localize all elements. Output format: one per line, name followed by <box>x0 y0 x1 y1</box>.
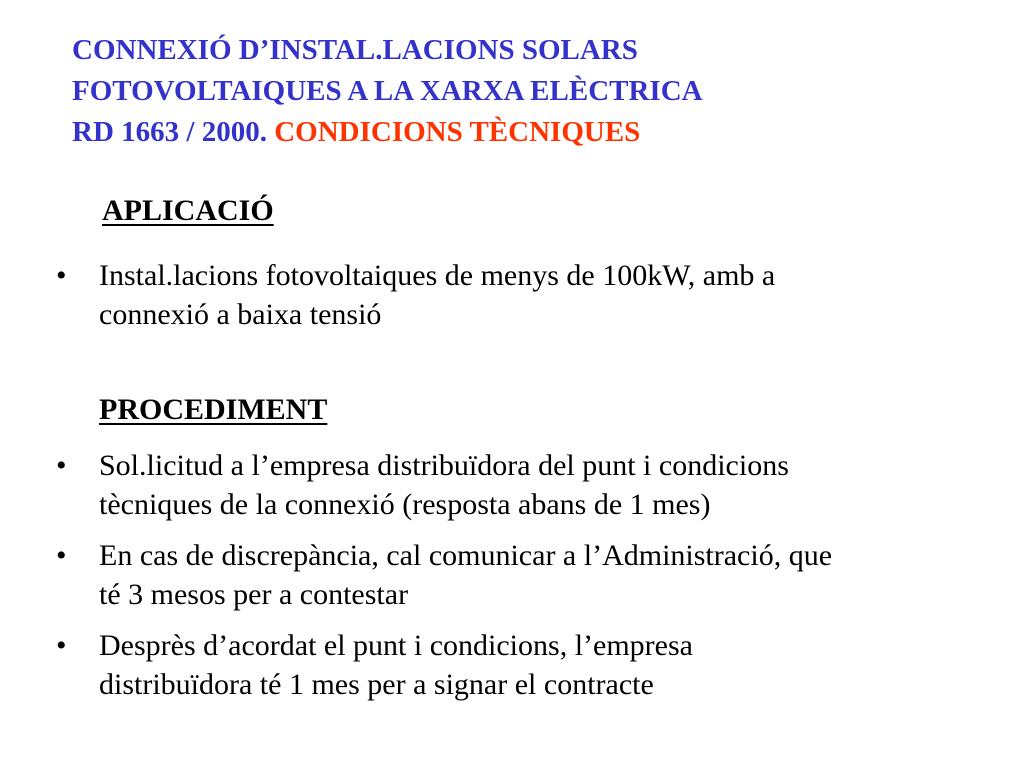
bullet-text <box>99 256 956 334</box>
bullet-item-procediment-2 <box>56 536 956 614</box>
title-line-3-prefix: RD 1663 / 2000. <box>72 116 275 148</box>
bullet-text-line: Desprès d’acordat el punt i condicions, l’empresa <box>99 629 693 662</box>
bullet-icon: • <box>56 539 67 572</box>
title-line-3 <box>72 112 972 153</box>
section-heading-aplicacio: APLICACIÓ <box>102 194 274 227</box>
bullet-item-aplicacio-1 <box>56 256 956 334</box>
slide-title <box>72 30 972 153</box>
section-heading-procediment: PROCEDIMENT <box>99 393 328 426</box>
bullet-text <box>99 626 956 704</box>
bullet-text-line: connexió a baixa tensió <box>99 298 382 331</box>
bullet-text <box>99 536 956 614</box>
bullet-text-line: té 3 mesos per a contestar <box>99 578 409 611</box>
title-line-2: FOTOVOLTAIQUES A LA XARXA ELÈCTRICA <box>72 75 703 107</box>
title-line-3-accent: CONDICIONS TÈCNIQUES <box>274 116 641 148</box>
bullet-item-procediment-1 <box>56 446 956 524</box>
bullet-text-line: Sol.licitud a l’empresa distribuïdora del punt i condicions <box>99 449 789 482</box>
bullet-text-line: Instal.lacions fotovoltaiques de menys de 100kW, amb a <box>99 259 776 292</box>
title-line-1: CONNEXIÓ D’INSTAL.LACIONS SOLARS <box>72 34 638 66</box>
bullet-text-line: distribuïdora té 1 mes per a signar el contracte <box>99 668 654 701</box>
bullet-icon: • <box>56 259 67 292</box>
bullet-icon: • <box>56 449 67 482</box>
bullet-item-procediment-3 <box>56 626 956 704</box>
bullet-text <box>99 446 956 524</box>
bullet-text-line: En cas de discrepància, cal comunicar a l’Administració, que <box>99 539 833 572</box>
bullet-icon: • <box>56 629 67 662</box>
bullet-text-line: tècniques de la connexió (resposta abans de 1 mes) <box>99 488 711 521</box>
